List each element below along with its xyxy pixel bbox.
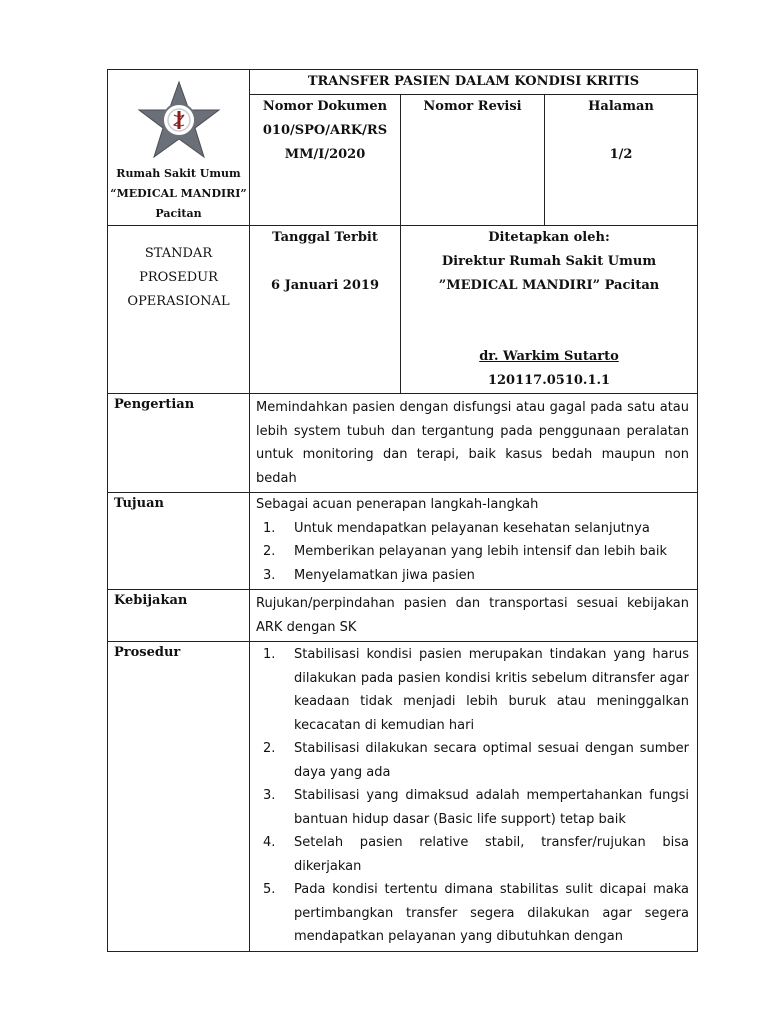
tanggal-terbit-cell: [250, 226, 401, 394]
hospital-star-logo-icon: [137, 80, 221, 160]
list-item: 5. Pada kondisi tertentu dimana stabilitas sulit dicapai maka pertimbangkan transfer segera dilakukan agar segera mendapatkan pelayanan yang dibutuhkan dengan: [263, 882, 689, 944]
kebijakan-label: Kebijakan: [108, 590, 250, 642]
sop-label-cell: [108, 226, 250, 394]
tujuan-intro: Sebagai acuan penerapan langkah-langkah: [256, 497, 539, 512]
sop-line1: STANDAR: [144, 246, 213, 261]
nomor-dokumen-value-1: 010/SPO/ARK/RS: [262, 123, 388, 138]
hospital-name-line1: Rumah Sakit Umum: [116, 167, 241, 180]
list-item: 3. Menyelamatkan jiwa pasien: [263, 567, 475, 583]
sop-document: [107, 69, 697, 952]
hospital-logo-cell: [108, 70, 250, 226]
sop-line3: OPERASIONAL: [127, 294, 230, 309]
list-item: 2. Stabilisasi dilakukan secara optimal sesuai dengan sumber daya yang ada: [263, 741, 689, 780]
sop-line2: PROSEDUR: [139, 270, 218, 285]
ditetapkan-cell: [401, 226, 698, 394]
list-item: 3. Stabilisasi yang dimaksud adalah mempertahankan fungsi bantuan hidup dasar (Basic life support) tetap baik: [263, 788, 689, 827]
pengertian-label: Pengertian: [108, 394, 250, 493]
halaman-value: 1/2: [609, 147, 633, 162]
ditetapkan-line2: ”MEDICAL MANDIRI” Pacitan: [438, 278, 660, 293]
nomor-revisi-cell: [401, 95, 545, 226]
signer-id: 120117.0510.1.1: [487, 373, 611, 388]
document-title: TRANSFER PASIEN DALAM KONDISI KRITIS: [250, 70, 698, 95]
signer-name: dr. Warkim Sutarto: [479, 349, 619, 364]
list-item: 2. Memberikan pelayanan yang lebih intensif dan lebih baik: [263, 544, 667, 559]
prosedur-label: Prosedur: [108, 642, 250, 952]
nomor-dokumen-cell: [250, 95, 401, 226]
nomor-dokumen-label: Nomor Dokumen: [262, 99, 388, 114]
ditetapkan-line1: Direktur Rumah Sakit Umum: [441, 254, 657, 269]
tanggal-terbit-value: 6 Januari 2019: [271, 278, 379, 293]
list-item: 1. Untuk mendapatkan pelayanan kesehatan selanjutnya: [263, 520, 650, 536]
list-item: 4. Setelah pasien relative stabil, transfer/rujukan bisa dikerjakan: [263, 835, 689, 874]
pengertian-text: Memindahkan pasien dengan disfungsi atau gagal pada satu atau lebih system tubuh dan tergantung pada penggunaan peralatan untuk monitoring dan terapi, baik kasus bedah maupun non bedah: [250, 394, 698, 493]
tanggal-terbit-label: Tanggal Terbit: [272, 230, 378, 245]
list-item: 1. Stabilisasi kondisi pasien merupakan tindakan yang harus dilakukan pada pasien kondisi kritis sebelum ditransfer agar keadaan tidak menjadi lebih buruk atau meninggalkan kecacatan di kemudian hari: [263, 647, 689, 733]
tujuan-list: [256, 517, 689, 588]
halaman-label: Halaman: [588, 99, 654, 114]
kebijakan-text: Rujukan/perpindahan pasien dan transportasi sesuai kebijakan ARK dengan SK: [250, 590, 698, 642]
hospital-city: Pacitan: [155, 207, 202, 220]
hospital-name-line2: “MEDICAL MANDIRI”: [110, 187, 247, 200]
sop-table: [107, 69, 698, 952]
ditetapkan-label: Ditetapkan oleh:: [488, 230, 610, 245]
tujuan-cell: [250, 493, 698, 590]
prosedur-cell: [250, 642, 698, 952]
halaman-cell: [545, 95, 698, 226]
tujuan-label: Tujuan: [108, 493, 250, 590]
prosedur-list: [256, 643, 689, 949]
nomor-dokumen-value-2: MM/I/2020: [284, 147, 366, 162]
nomor-revisi-label: Nomor Revisi: [423, 99, 522, 114]
